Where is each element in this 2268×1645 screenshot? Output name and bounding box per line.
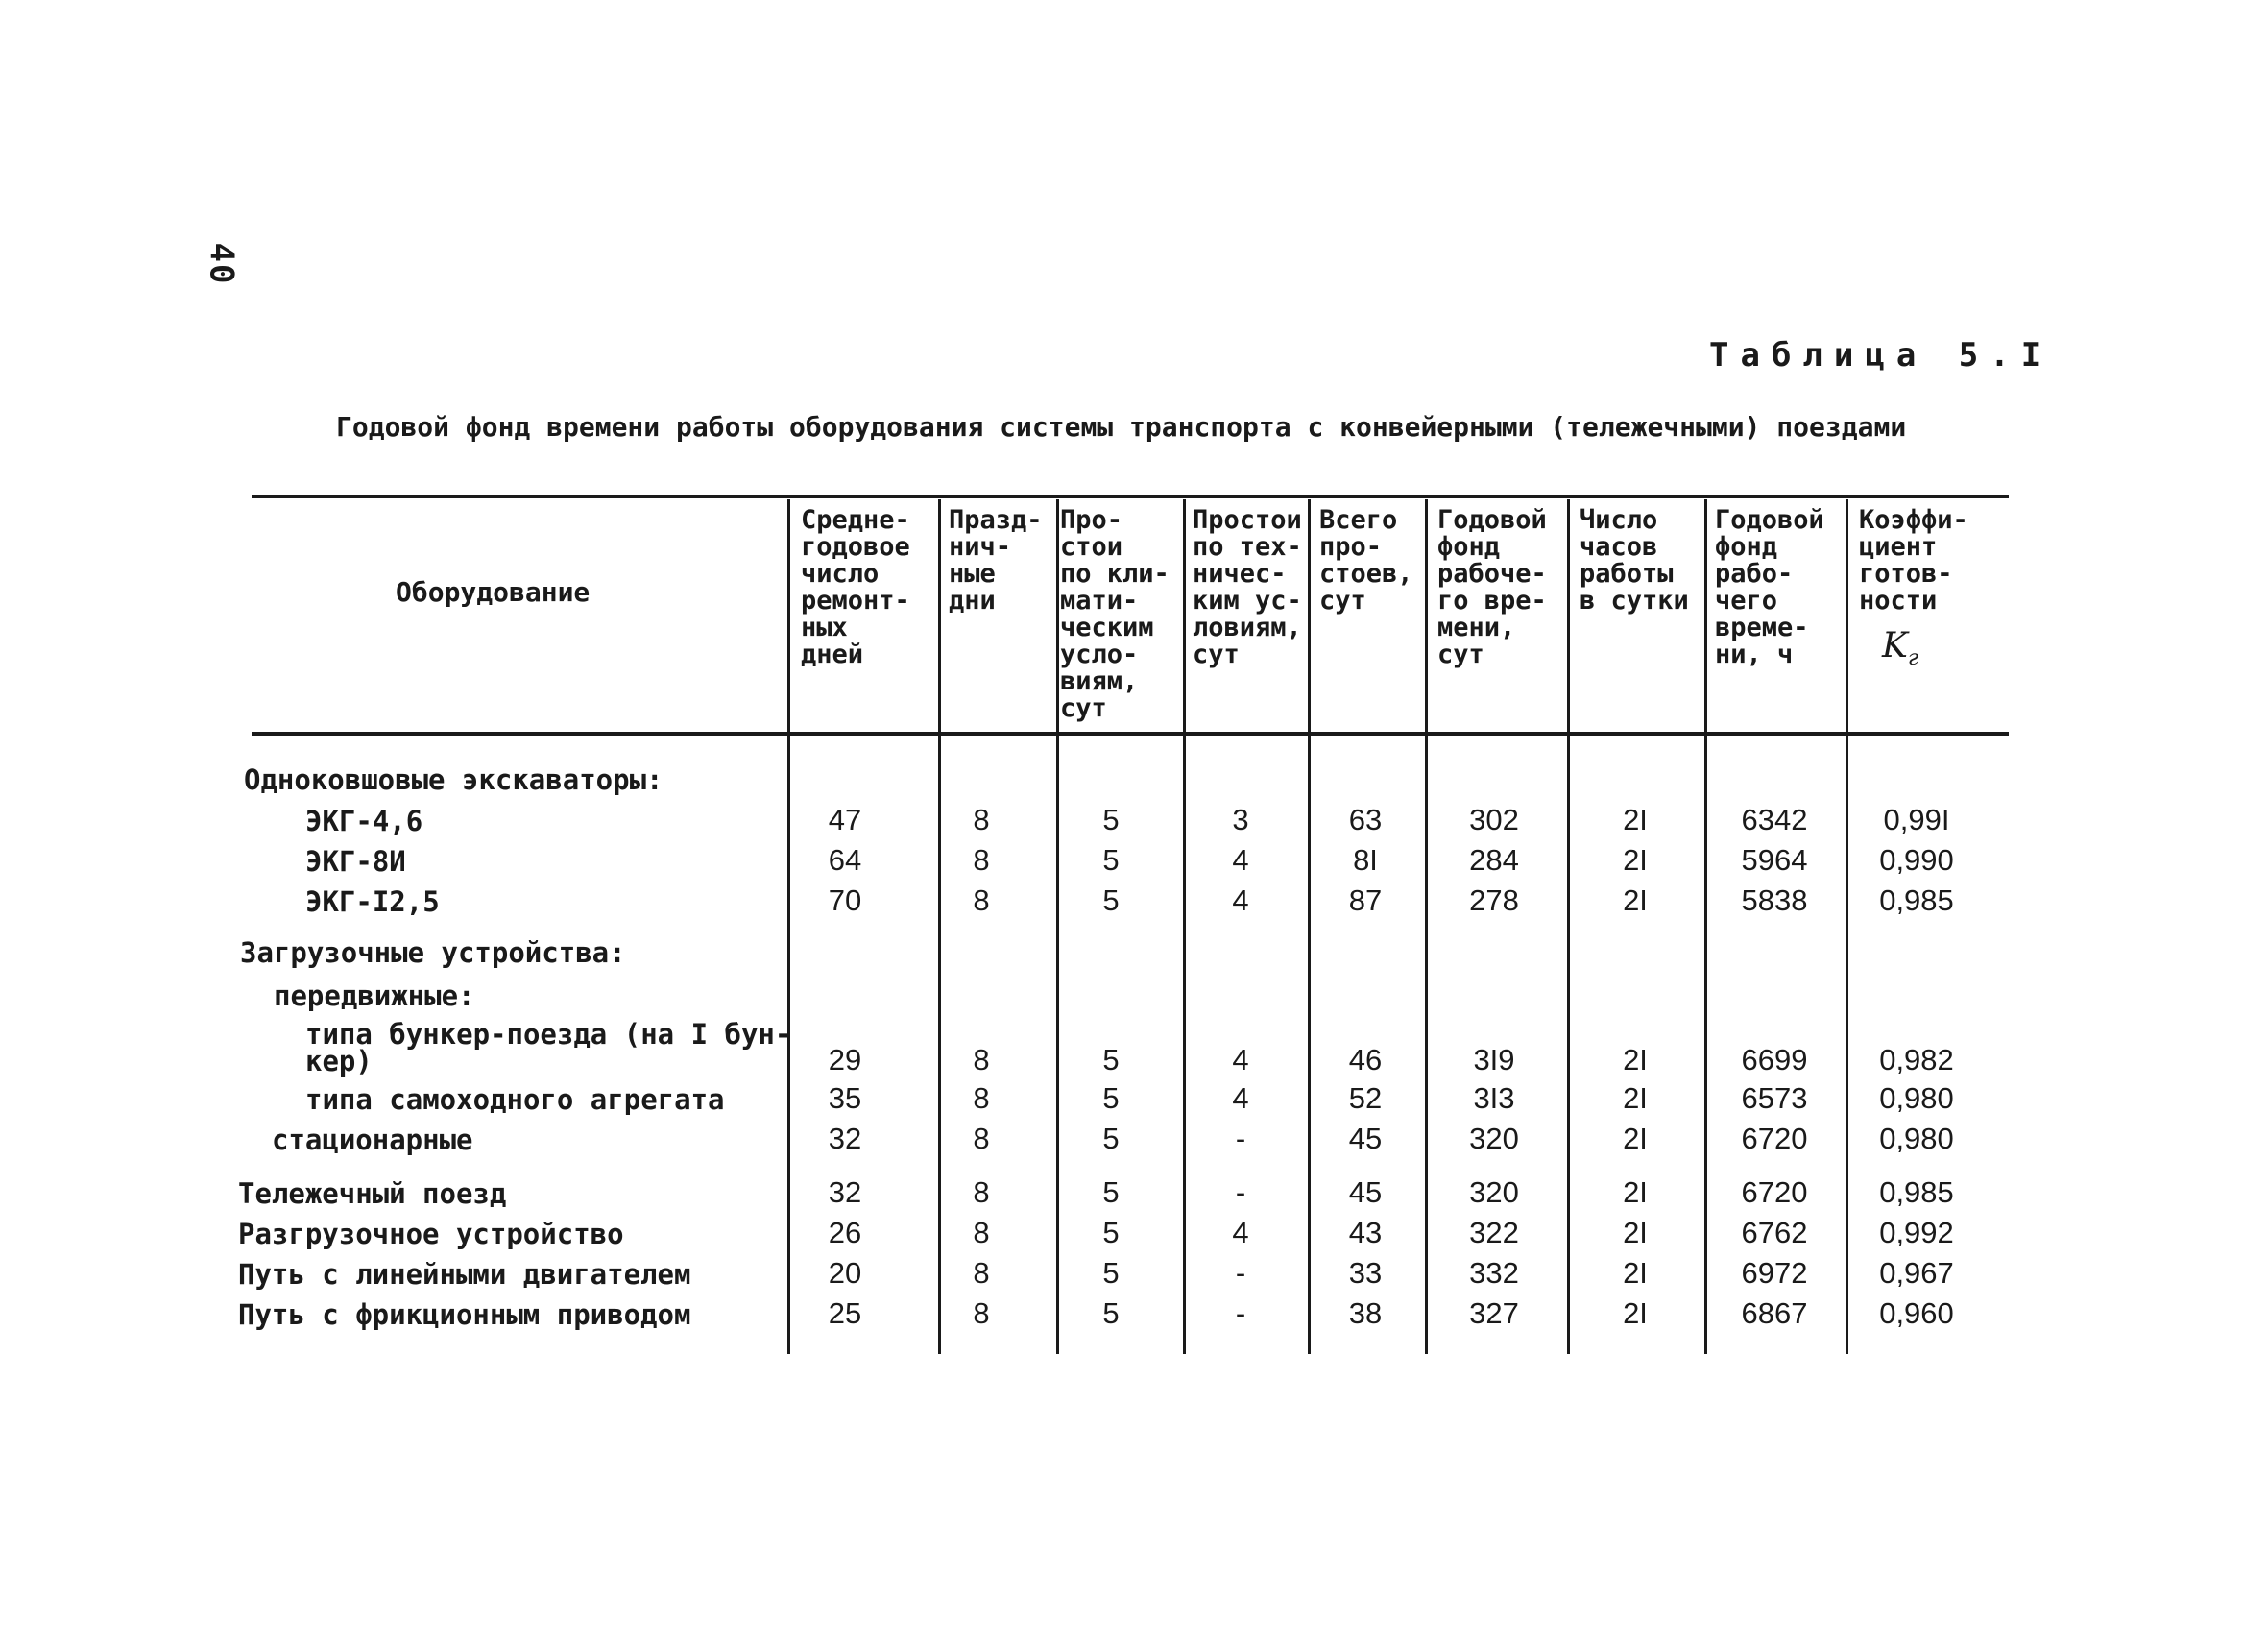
cell-tech-idle: 3 — [1232, 803, 1249, 836]
cell-repair-days: 29 — [828, 1043, 862, 1077]
cell-hours-per-day: 2I — [1623, 883, 1648, 917]
cell-availability-coef: 0,992 — [1879, 1216, 1954, 1249]
cell-tech-idle: 4 — [1232, 883, 1249, 917]
cell-climate-idle: 5 — [1102, 1122, 1120, 1155]
cell-holidays: 8 — [973, 1296, 990, 1330]
cell-annual-hours: 5964 — [1741, 843, 1808, 877]
cell-tech-idle: 4 — [1232, 1043, 1249, 1077]
cell-repair-days: 70 — [828, 883, 862, 917]
cell-availability-coef: 0,985 — [1879, 883, 1954, 917]
row-label: стационарные — [272, 1124, 473, 1156]
cell-annual-hours: 6762 — [1741, 1216, 1808, 1249]
cell-climate-idle: 5 — [1102, 1256, 1120, 1290]
header-hours-per-day: Число часов работы в сутки — [1580, 505, 1689, 616]
cell-repair-days: 64 — [828, 843, 862, 877]
row-label: Путь с фрикционным приводом — [238, 1298, 691, 1331]
cell-availability-coef: 0,980 — [1879, 1122, 1954, 1155]
header-equipment: Оборудование — [396, 576, 591, 608]
cell-annual-days: 3I3 — [1473, 1081, 1515, 1115]
cell-hours-per-day: 2I — [1623, 1081, 1648, 1115]
row-label: Путь с линейными двигателем — [238, 1258, 691, 1291]
cell-total-idle: 45 — [1348, 1175, 1383, 1209]
group-excavators: Одноковшовые экскаваторы: — [244, 763, 664, 796]
table-label: Таблица 5.I — [1709, 336, 2053, 375]
row-label: ЭКГ-4,6 — [305, 805, 423, 837]
cell-total-idle: 38 — [1348, 1296, 1383, 1330]
cell-availability-coef: 0,967 — [1879, 1256, 1954, 1290]
cell-total-idle: 63 — [1348, 803, 1383, 836]
cell-annual-days: 320 — [1469, 1175, 1519, 1209]
row-label: Тележечный поезд — [238, 1177, 507, 1210]
cell-climate-idle: 5 — [1102, 843, 1120, 877]
cell-climate-idle: 5 — [1102, 1175, 1120, 1209]
row-label: ЭКГ-8И — [305, 845, 406, 878]
cell-total-idle: 33 — [1348, 1256, 1383, 1290]
cell-annual-hours: 6699 — [1741, 1043, 1808, 1077]
cell-availability-coef: 0,980 — [1879, 1081, 1954, 1115]
cell-climate-idle: 5 — [1102, 1081, 1120, 1115]
cell-holidays: 8 — [973, 883, 990, 917]
cell-annual-hours: 6720 — [1741, 1175, 1808, 1209]
cell-tech-idle: - — [1235, 1175, 1246, 1209]
header-bottom-rule — [252, 732, 2009, 736]
cell-repair-days: 47 — [828, 803, 862, 836]
group-loaders: Загрузочные устройства: — [240, 936, 626, 969]
cell-climate-idle: 5 — [1102, 803, 1120, 836]
cell-holidays: 8 — [973, 1081, 990, 1115]
row-label: типа бункер-поезда (на I бун- — [305, 1018, 792, 1051]
cell-availability-coef: 0,985 — [1879, 1175, 1954, 1209]
cell-climate-idle: 5 — [1102, 1296, 1120, 1330]
header-climate-idle: Про- стои по кли- мати- ческим усло- виям, сут — [1060, 505, 1170, 723]
column-divider — [1308, 499, 1311, 1354]
cell-repair-days: 32 — [828, 1122, 862, 1155]
cell-tech-idle: - — [1235, 1256, 1246, 1290]
cell-annual-hours: 6573 — [1741, 1081, 1808, 1115]
cell-climate-idle: 5 — [1102, 1216, 1120, 1249]
cell-repair-days: 25 — [828, 1296, 862, 1330]
header-total-idle: Всего про- стоев, сут — [1319, 505, 1413, 616]
cell-holidays: 8 — [973, 1175, 990, 1209]
cell-availability-coef: 0,990 — [1879, 843, 1954, 877]
cell-tech-idle: 4 — [1232, 1081, 1249, 1115]
cell-annual-days: 278 — [1469, 883, 1519, 917]
header-repair-days: Средне- годовое число ремонт- ных дней — [801, 505, 910, 669]
table-title: Годовой фонд времени работы оборудования системы транспорта с конвейерными (тележечными) поездами — [336, 411, 1907, 443]
row-label: типа самоходного агрегата — [305, 1083, 725, 1116]
cell-hours-per-day: 2I — [1623, 1296, 1648, 1330]
coef-symbol: $K_г$ — [1882, 626, 1919, 671]
cell-total-idle: 8I — [1353, 843, 1378, 877]
cell-total-idle: 52 — [1348, 1081, 1383, 1115]
cell-hours-per-day: 2I — [1623, 1256, 1648, 1290]
cell-availability-coef: 0,960 — [1879, 1296, 1954, 1330]
cell-holidays: 8 — [973, 1256, 990, 1290]
cell-annual-days: 320 — [1469, 1122, 1519, 1155]
header-holidays: Празд- нич- ные дни — [949, 505, 1043, 616]
cell-hours-per-day: 2I — [1623, 803, 1648, 836]
cell-annual-days: 332 — [1469, 1256, 1519, 1290]
header-annual-hours: Годовой фонд рабо- чего време- ни, ч — [1715, 505, 1824, 669]
cell-holidays: 8 — [973, 1216, 990, 1249]
column-divider — [1704, 499, 1707, 1354]
cell-annual-days: 302 — [1469, 803, 1519, 836]
cell-total-idle: 43 — [1348, 1216, 1383, 1249]
cell-annual-hours: 5838 — [1741, 883, 1808, 917]
header-tech-idle: Простои по тех- ничес- ким ус- ловиям, сут — [1193, 505, 1302, 669]
header-availability-coef: Коэффи- циент готов- ности — [1859, 505, 1968, 616]
cell-total-idle: 45 — [1348, 1122, 1383, 1155]
cell-holidays: 8 — [973, 1043, 990, 1077]
row-label: Разгрузочное устройство — [238, 1218, 624, 1250]
group-mobile: передвижные: — [274, 980, 475, 1012]
column-divider — [787, 499, 790, 1354]
page-number: 40 — [202, 242, 241, 286]
row-label-continued: кер) — [305, 1045, 373, 1077]
cell-holidays: 8 — [973, 843, 990, 877]
column-divider — [1183, 499, 1186, 1354]
cell-availability-coef: 0,982 — [1879, 1043, 1954, 1077]
cell-holidays: 8 — [973, 803, 990, 836]
cell-tech-idle: - — [1235, 1296, 1246, 1330]
cell-annual-hours: 6720 — [1741, 1122, 1808, 1155]
cell-hours-per-day: 2I — [1623, 1216, 1648, 1249]
cell-total-idle: 46 — [1348, 1043, 1383, 1077]
column-divider — [1425, 499, 1428, 1354]
column-divider — [1567, 499, 1570, 1354]
cell-repair-days: 35 — [828, 1081, 862, 1115]
cell-climate-idle: 5 — [1102, 883, 1120, 917]
cell-tech-idle: 4 — [1232, 843, 1249, 877]
cell-annual-hours: 6867 — [1741, 1296, 1808, 1330]
cell-tech-idle: - — [1235, 1122, 1246, 1155]
cell-repair-days: 26 — [828, 1216, 862, 1249]
cell-climate-idle: 5 — [1102, 1043, 1120, 1077]
cell-hours-per-day: 2I — [1623, 1043, 1648, 1077]
cell-hours-per-day: 2I — [1623, 1122, 1648, 1155]
table-top-rule — [252, 495, 2009, 498]
cell-annual-days: 327 — [1469, 1296, 1519, 1330]
row-label: ЭКГ-I2,5 — [305, 885, 440, 918]
column-divider — [1846, 499, 1848, 1354]
cell-total-idle: 87 — [1348, 883, 1383, 917]
cell-annual-days: 284 — [1469, 843, 1519, 877]
cell-annual-days: 322 — [1469, 1216, 1519, 1249]
cell-annual-hours: 6342 — [1741, 803, 1808, 836]
cell-hours-per-day: 2I — [1623, 1175, 1648, 1209]
cell-repair-days: 20 — [828, 1256, 862, 1290]
cell-annual-hours: 6972 — [1741, 1256, 1808, 1290]
cell-holidays: 8 — [973, 1122, 990, 1155]
cell-repair-days: 32 — [828, 1175, 862, 1209]
cell-tech-idle: 4 — [1232, 1216, 1249, 1249]
header-annual-days: Годовой фонд рабоче- го вре- мени, сут — [1437, 505, 1547, 669]
cell-hours-per-day: 2I — [1623, 843, 1648, 877]
cell-availability-coef: 0,99I — [1883, 803, 1950, 836]
cell-annual-days: 3I9 — [1473, 1043, 1515, 1077]
